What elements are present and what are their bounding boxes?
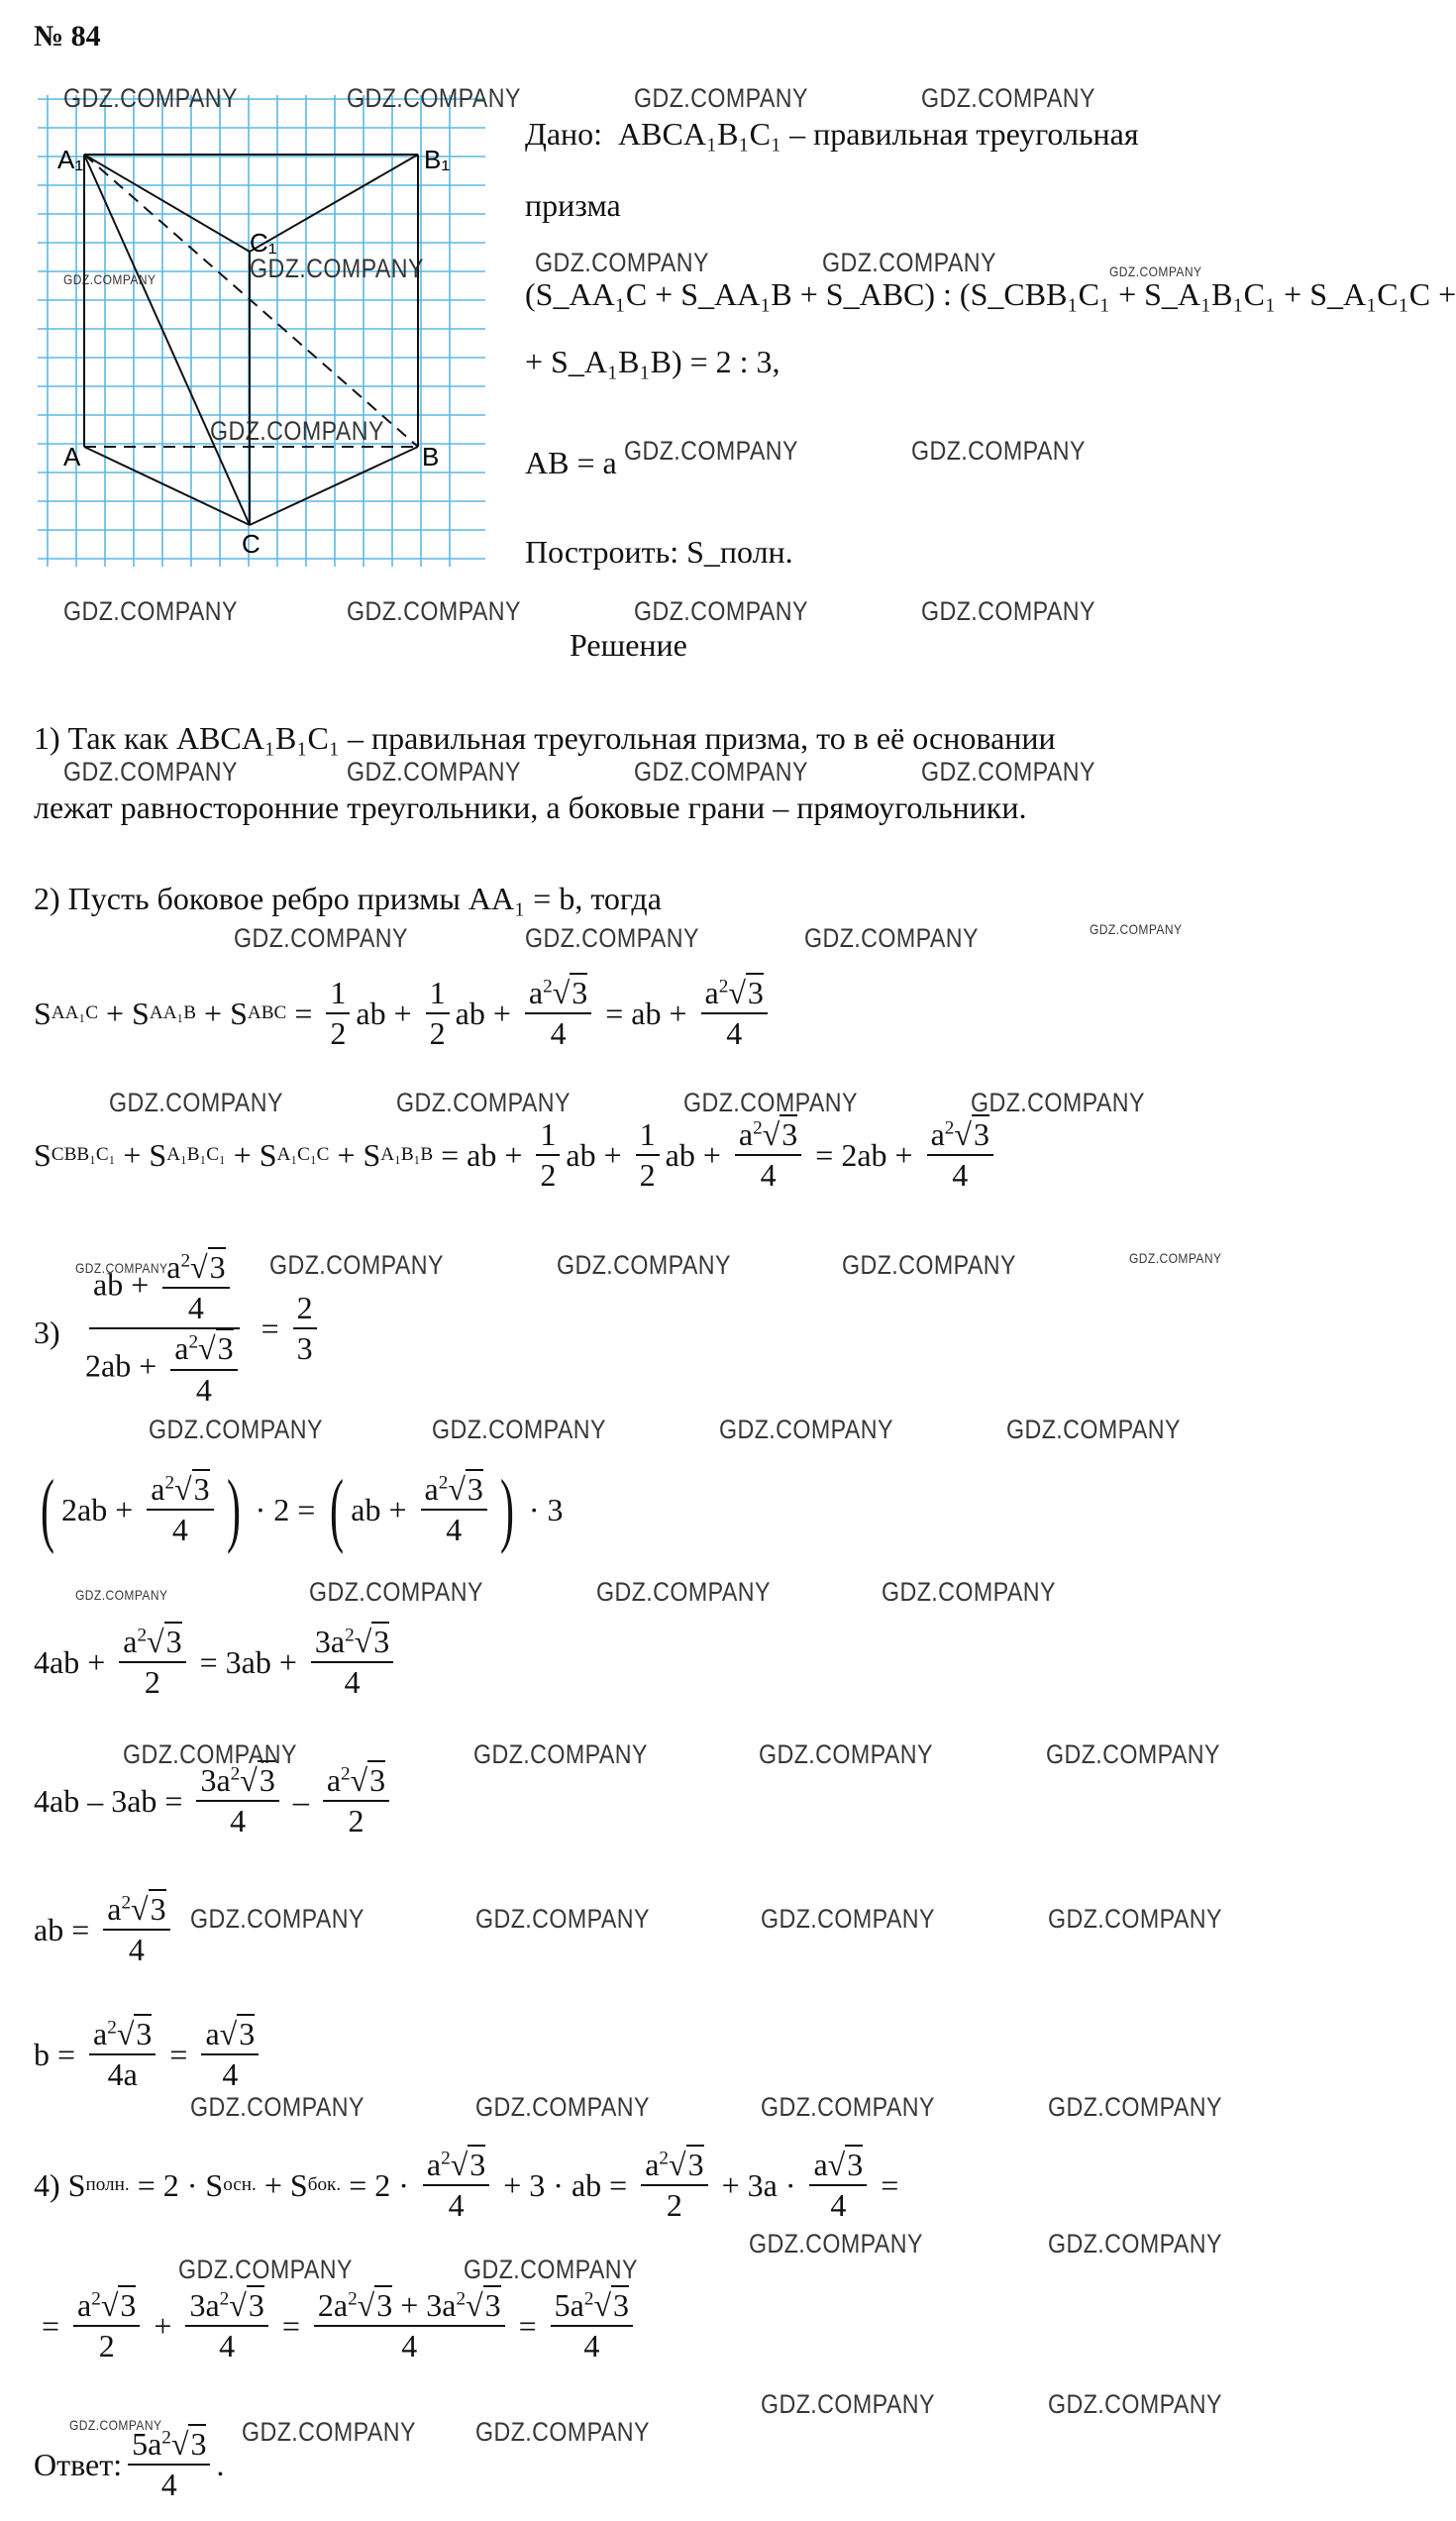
- watermark-text: GDZ.COMPANY: [309, 1577, 483, 1607]
- watermark-text: GDZ.COMPANY: [473, 1739, 648, 1769]
- problem-number: № 84: [34, 20, 101, 53]
- watermark-text-small: GDZ.COMPANY: [63, 271, 156, 287]
- watermark-text-small: GDZ.COMPANY: [1129, 1250, 1222, 1266]
- equation-collect: 4ab – 3ab = $\frac{3a^2√3}{4}$ – $\frac{a^2√3}{2}$: [34, 1763, 395, 1838]
- watermark-text: GDZ.COMPANY: [911, 436, 1086, 466]
- watermark-text: GDZ.COMPANY: [475, 1904, 650, 1934]
- watermark-text: GDZ.COMPANY: [761, 2389, 935, 2419]
- solution-title: Решение: [570, 627, 687, 663]
- equation-total1: 4) S полн. = 2 · S осн. + S бок. = 2 · $\frac{a^2√3}{4}$ + 3 · ab = $\frac{a^2√3}{2}$ + 3a · $\frac{a√3}{4}$ =: [34, 2147, 899, 2224]
- watermark-text: GDZ.COMPANY: [269, 1250, 444, 1280]
- watermark-text: GDZ.COMPANY: [347, 757, 521, 787]
- answer-label: Ответ:: [34, 2446, 123, 2482]
- watermark-text: GDZ.COMPANY: [596, 1577, 771, 1607]
- watermark-text: GDZ.COMPANY: [1006, 1415, 1181, 1444]
- watermark-text: GDZ.COMPANY: [149, 1415, 323, 1444]
- watermark-text: GDZ.COMPANY: [347, 83, 521, 113]
- watermark-text: GDZ.COMPANY: [842, 1250, 1016, 1280]
- watermark-text: GDZ.COMPANY: [63, 596, 238, 626]
- watermark-text: GDZ.COMPANY: [234, 923, 408, 953]
- given-prism-def: ABCA₁B₁C₁ – правильная треугольная: [618, 116, 1139, 152]
- watermark-text: GDZ.COMPANY: [396, 1088, 571, 1117]
- watermark-text: GDZ.COMPANY: [634, 757, 808, 787]
- watermark-text: GDZ.COMPANY: [1048, 1904, 1222, 1934]
- watermark-text: GDZ.COMPANY: [624, 436, 798, 466]
- equation-sum1: S AA₁C + S AA₁B + S ABC = $\frac{1}{2}$ ab + $\frac{1}{2}$ ab + $\frac{a^2√3}{4}$ = ab + $\frac{a^2√3}{4}$: [34, 976, 774, 1051]
- watermark-text: GDZ.COMPANY: [123, 1739, 297, 1769]
- watermark-text: GDZ.COMPANY: [347, 596, 521, 626]
- watermark-text: GDZ.COMPANY: [683, 1088, 858, 1117]
- watermark-text: GDZ.COMPANY: [921, 757, 1095, 787]
- equation-ab: ab = $\frac{a^2√3}{4}$: [34, 1892, 176, 1967]
- watermark-text: GDZ.COMPANY: [634, 83, 808, 113]
- watermark-text: GDZ.COMPANY: [822, 248, 996, 277]
- given-construct: Построить: S_полн.: [525, 534, 793, 570]
- watermark-text-small: GDZ.COMPANY: [75, 1587, 168, 1603]
- label-a: A: [63, 442, 81, 472]
- step1-line2: лежат равносторонние треугольники, а боковые грани – прямоугольники.: [34, 789, 1027, 825]
- watermark-text-small: GDZ.COMPANY: [1090, 921, 1183, 937]
- watermark-text: GDZ.COMPANY: [109, 1088, 283, 1117]
- step4-label: 4): [34, 2166, 60, 2203]
- watermark-text: GDZ.COMPANY: [921, 596, 1095, 626]
- equation-ratio: ab + $\frac{a^2√3}{4}$ 2ab + $\frac{a^2√3}{4}$ = $\frac{2}{3}$: [75, 1250, 323, 1408]
- watermark-text: GDZ.COMPANY: [749, 2229, 923, 2258]
- watermark-text: GDZ.COMPANY: [1046, 1739, 1220, 1769]
- watermark-text: GDZ.COMPANY: [804, 923, 979, 953]
- edge-a-c: [84, 447, 250, 525]
- watermark-text: GDZ.COMPANY: [634, 596, 808, 626]
- watermark-text: GDZ.COMPANY: [535, 248, 709, 277]
- watermark-text: GDZ.COMPANY: [921, 83, 1095, 113]
- step1-line1: 1) Так как ABCA₁B₁C₁ – правильная треугольная призма, то в её основании: [34, 720, 1056, 756]
- watermark-text-small: GDZ.COMPANY: [69, 2417, 162, 2433]
- watermark-text: GDZ.COMPANY: [63, 83, 238, 113]
- watermark-text-small: GDZ.COMPANY: [1109, 263, 1202, 279]
- watermark-text: GDZ.COMPANY: [1048, 2229, 1222, 2258]
- given-ab: AB = a: [525, 445, 617, 480]
- watermark-text: GDZ.COMPANY: [190, 2092, 364, 2122]
- watermark-text: GDZ.COMPANY: [250, 254, 424, 283]
- watermark-text: GDZ.COMPANY: [761, 1904, 935, 1934]
- step2-line: 2) Пусть боковое ребро призмы AA₁ = b, тогда: [34, 881, 662, 916]
- edge-a1-c1: [84, 155, 250, 252]
- watermark-text: GDZ.COMPANY: [242, 2417, 416, 2447]
- answer: Ответ: $\frac{5a^2√3}{4}$ .: [34, 2426, 225, 2503]
- watermark-text: GDZ.COMPANY: [1048, 2389, 1222, 2419]
- watermark-text: GDZ.COMPANY: [432, 1415, 606, 1444]
- watermark-text: GDZ.COMPANY: [971, 1088, 1145, 1117]
- watermark-text: GDZ.COMPANY: [475, 2417, 650, 2447]
- watermark-text: GDZ.COMPANY: [719, 1415, 893, 1444]
- equation-sum2: S CBB₁C₁ + S A₁B₁C₁ + S A₁C₁C + S A₁B₁B = ab + $\frac{1}{2}$ ab + $\frac{1}{2}$ ab + $\frac{a^2√3}{4}$ = 2ab + $\frac{a^2√3}{4}$: [34, 1117, 999, 1193]
- watermark-text: GDZ.COMPANY: [1048, 2092, 1222, 2122]
- equation-b: b = $\frac{a^2√3}{4a}$ = $\frac{a√3}{4}$: [34, 2017, 264, 2092]
- equation-total2: = $\frac{a^2√3}{2}$ + $\frac{3a^2√3}{4}$ = $\frac{2a^2√3 + 3a^2√3}{4}$ = $\frac{5a^2√3}{4}$: [34, 2288, 639, 2363]
- given-line1: Дано: ABCA₁B₁C₁ – правильная треугольная: [525, 116, 1139, 152]
- watermark-text: GDZ.COMPANY: [190, 1904, 364, 1934]
- watermark-text: GDZ.COMPANY: [557, 1250, 731, 1280]
- prism-figure: [38, 95, 485, 567]
- watermark-text: GDZ.COMPANY: [475, 2092, 650, 2122]
- watermark-text: GDZ.COMPANY: [525, 923, 699, 953]
- label-a1: A₁: [57, 145, 84, 174]
- label-b1: B₁: [424, 145, 451, 174]
- watermark-text: GDZ.COMPANY: [63, 757, 238, 787]
- watermark-text: GDZ.COMPANY: [759, 1739, 933, 1769]
- given-line2: призма: [525, 187, 621, 223]
- watermark-text: GDZ.COMPANY: [761, 2092, 935, 2122]
- equation-expand: 4ab + $\frac{a^2√3}{2}$ = 3ab + $\frac{3a^2√3}{4}$: [34, 1625, 399, 1700]
- watermark-text: GDZ.COMPANY: [210, 416, 384, 446]
- equation-cross: ( 2ab + $\frac{a^2√3}{4}$ ) · 2 = ( ab + $\frac{a^2√3}{4}$ ) · 3: [40, 1463, 564, 1555]
- label-b: B: [422, 442, 440, 472]
- watermark-text-small: GDZ.COMPANY: [75, 1260, 168, 1276]
- given-ratio-line1: (S_AA₁C + S_AA₁B + S_ABC) : (S_CBB₁C₁ + S_A₁B₁C₁ + S_A₁C₁C +: [525, 276, 1456, 312]
- watermark-text: GDZ.COMPANY: [882, 1577, 1056, 1607]
- watermark-text: GDZ.COMPANY: [464, 2255, 638, 2284]
- label-c: C: [242, 529, 260, 559]
- given-ratio-line2: + S_A₁B₁B) = 2 : 3,: [525, 344, 780, 379]
- label-c1: C₁: [250, 228, 277, 258]
- edge-a1-c: [84, 155, 250, 525]
- watermark-text: GDZ.COMPANY: [178, 2255, 353, 2284]
- step3-label: 3): [34, 1314, 60, 1350]
